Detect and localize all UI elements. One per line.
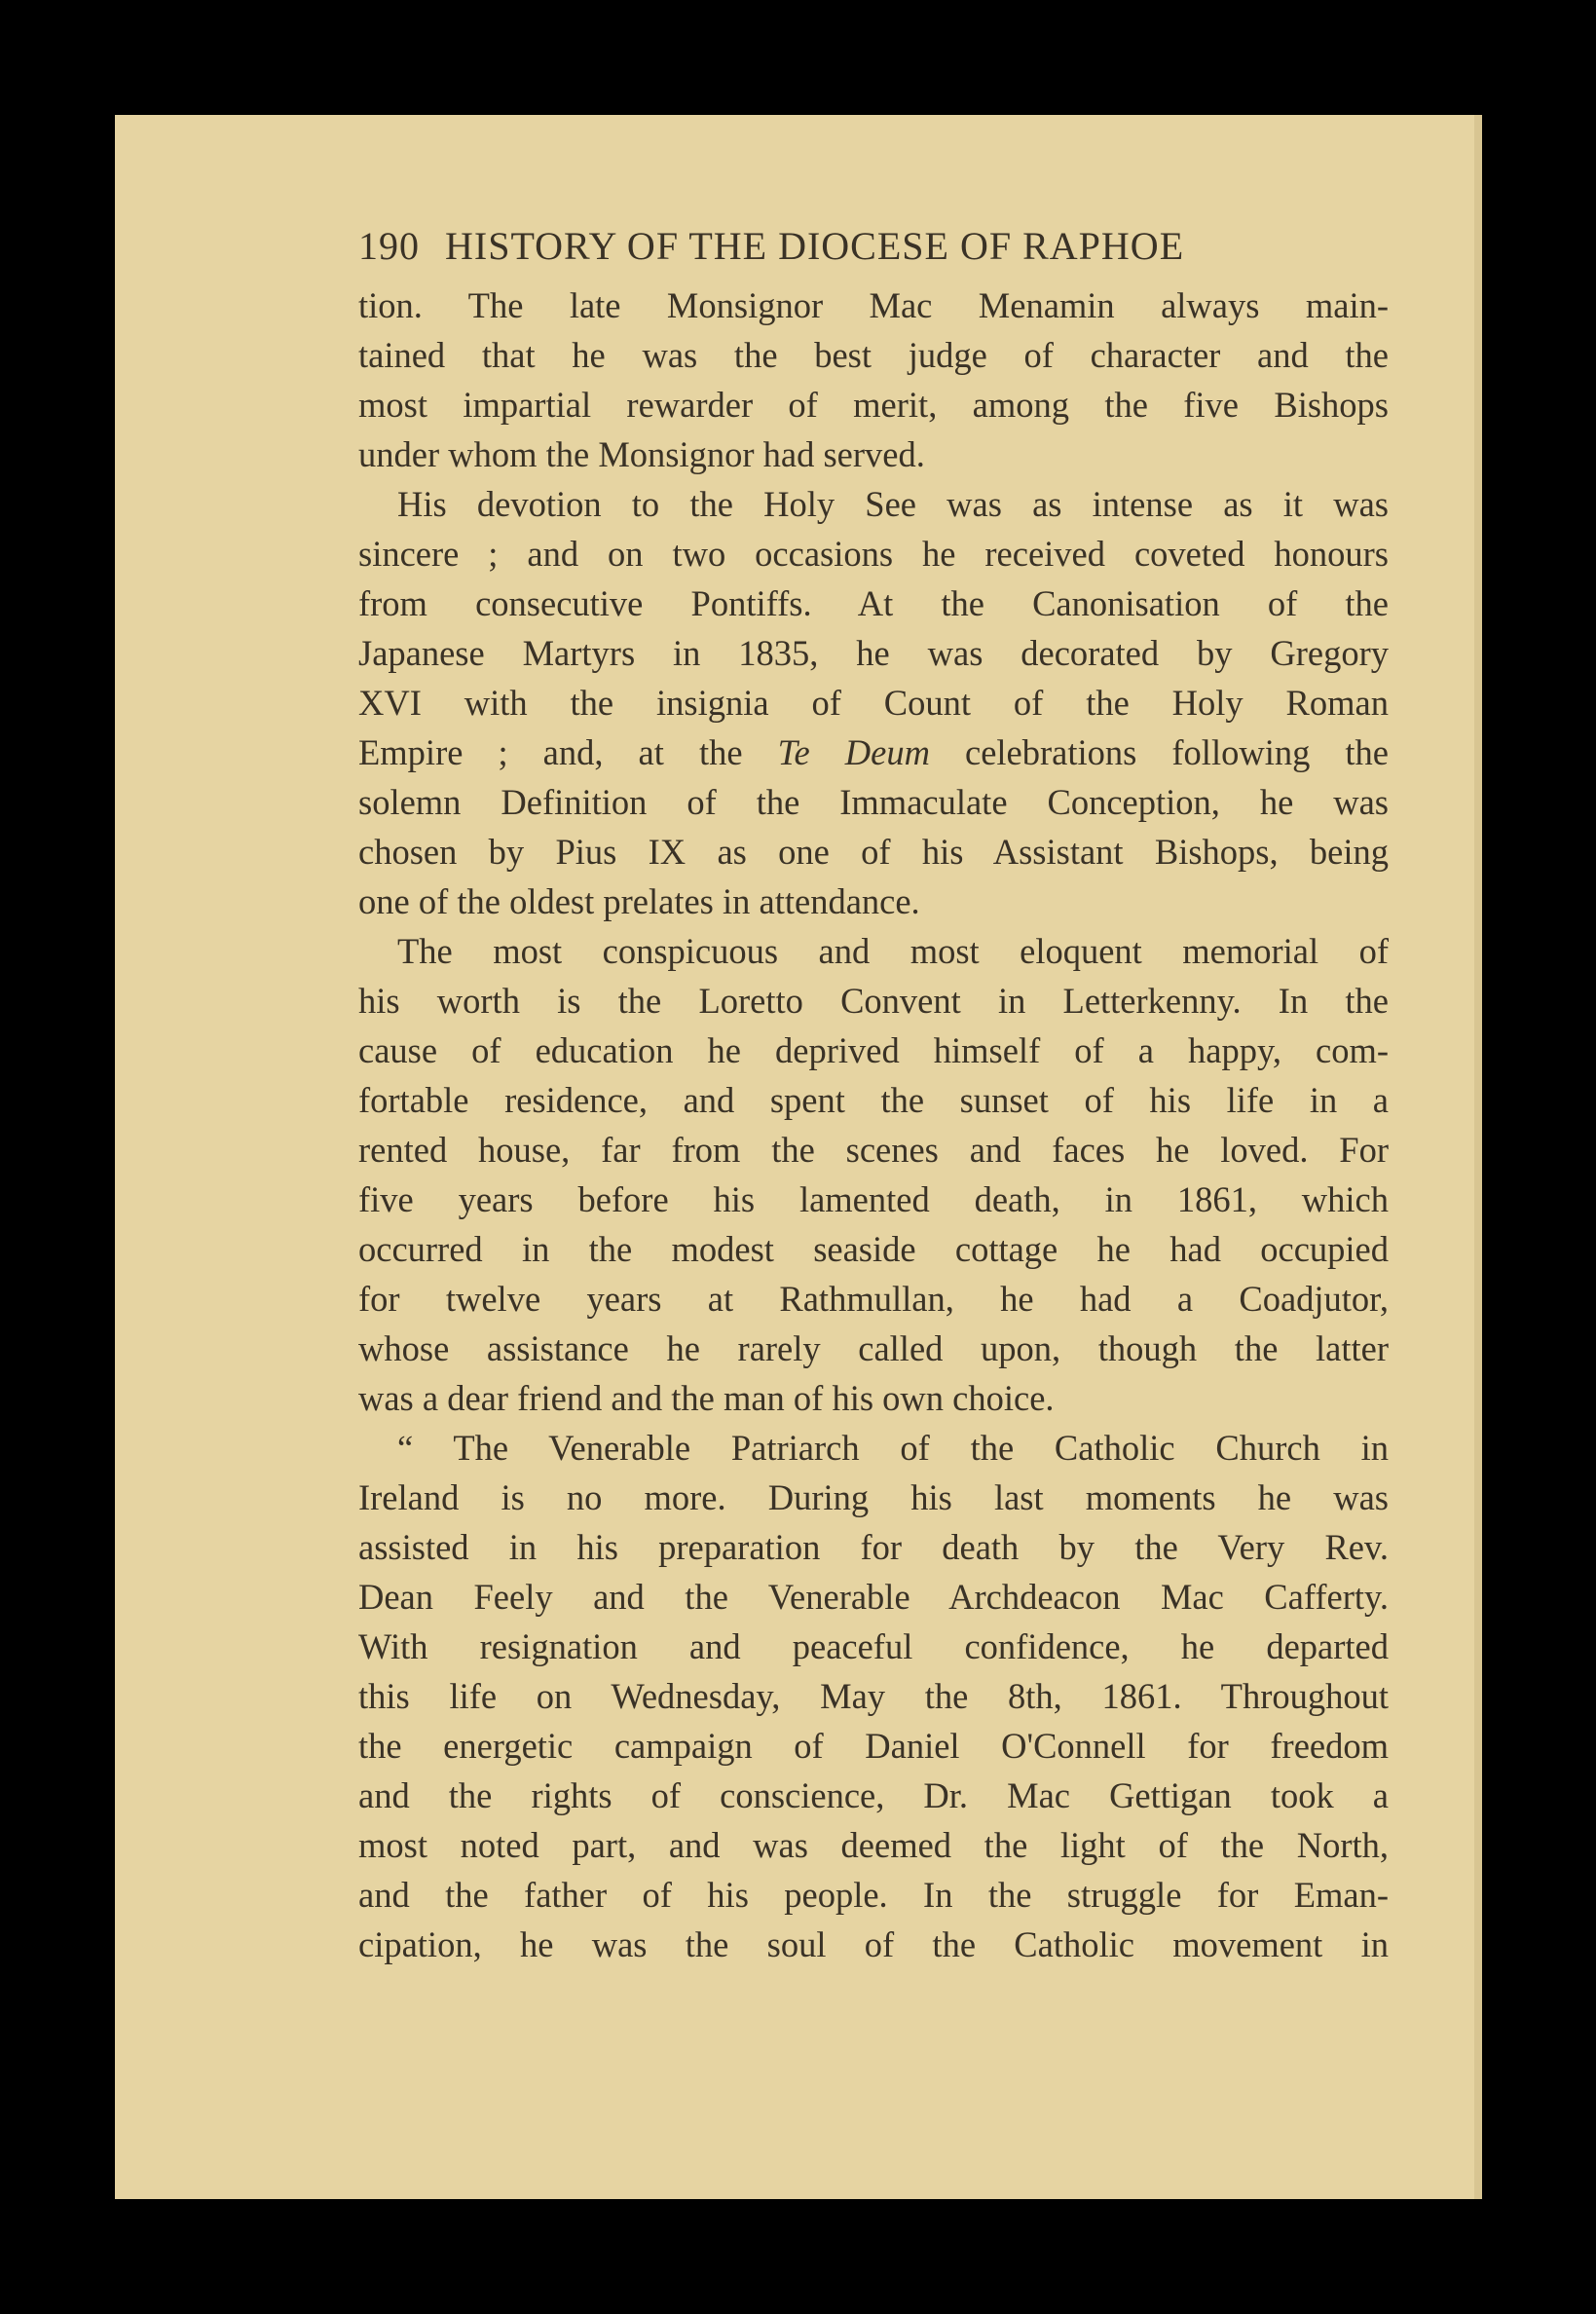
text-line: chosen by Pius IX as one of his Assistant Bishops, being [358,832,1389,872]
page-number: 190 [358,224,420,268]
text-segment: Empire ; and, at the [358,732,778,772]
paragraph-3 [358,926,1389,1423]
text-line: his worth is the Loretto Convent in Letterkenny. In the [358,981,1389,1021]
text-line: for twelve years at Rathmullan, he had a Coadjutor, [358,1279,1389,1319]
text-line: Japanese Martyrs in 1835, he was decorated by Gregory [358,633,1389,673]
text-line: Ireland is no more. During his last moments he was [358,1477,1389,1517]
text-line: most impartial rewarder of merit, among the five Bishops [358,385,1389,425]
text-line: tained that he was the best judge of character and the [358,335,1389,375]
page-edge [1474,115,1482,2199]
text-line: fortable residence, and spent the sunset of his life in a [358,1080,1389,1120]
text-line: most noted part, and was deemed the light of the North, [358,1825,1389,1865]
text-line: sincere ; and on two occasions he received coveted honours [358,534,1389,574]
text-line: five years before his lamented death, in 1861, which [358,1179,1389,1219]
text-line: this life on Wednesday, May the 8th, 1861. Throughout [358,1676,1389,1716]
running-title: HISTORY OF THE DIOCESE OF RAPHOE [445,224,1185,268]
text-line: one of the oldest prelates in attendance. [358,881,920,921]
text-line: assisted in his preparation for death by the Very Rev. [358,1527,1389,1567]
running-head [358,222,1389,271]
text-segment: celebrations following the [929,732,1389,772]
page-text [358,222,1389,1969]
text-line: XVI with the insignia of Count of the Holy Roman [358,683,1389,723]
text-line: “ The Venerable Patriarch of the Catholic Church in [397,1428,1389,1468]
text-line: Dean Feely and the Venerable Archdeacon Mac Cafferty. [358,1577,1389,1617]
text-line: was a dear friend and the man of his own choice. [358,1378,1055,1418]
text-line: cause of education he deprived himself of a happy, com- [358,1030,1389,1070]
paragraph-1 [358,280,1389,479]
text-line: rented house, far from the scenes and faces he loved. For [358,1130,1389,1170]
text-line: from consecutive Pontiffs. At the Canonisation of the [358,583,1389,623]
italic-title: Te Deum [777,732,930,772]
text-line: the energetic campaign of Daniel O'Connell for freedom [358,1726,1389,1766]
paragraph-2 [358,479,1389,926]
text-line: under whom the Monsignor had served. [358,434,925,474]
text-line [358,728,1389,777]
text-line: With resignation and peaceful confidence, he departed [358,1626,1389,1666]
text-line: tion. The late Monsignor Mac Menamin always main- [358,285,1389,325]
text-line: cipation, he was the soul of the Catholic movement in [358,1924,1389,1964]
paragraph-4 [358,1423,1389,1969]
text-line: and the father of his people. In the struggle for Eman- [358,1875,1389,1915]
text-line: The most conspicuous and most eloquent memorial of [397,931,1389,971]
text-line: solemn Definition of the Immaculate Conception, he was [358,782,1389,822]
text-line: occurred in the modest seaside cottage he had occupied [358,1229,1389,1269]
text-line: His devotion to the Holy See was as intense as it was [397,484,1389,524]
text-line: whose assistance he rarely called upon, though the latter [358,1328,1389,1368]
text-line: and the rights of conscience, Dr. Mac Gettigan took a [358,1775,1389,1815]
